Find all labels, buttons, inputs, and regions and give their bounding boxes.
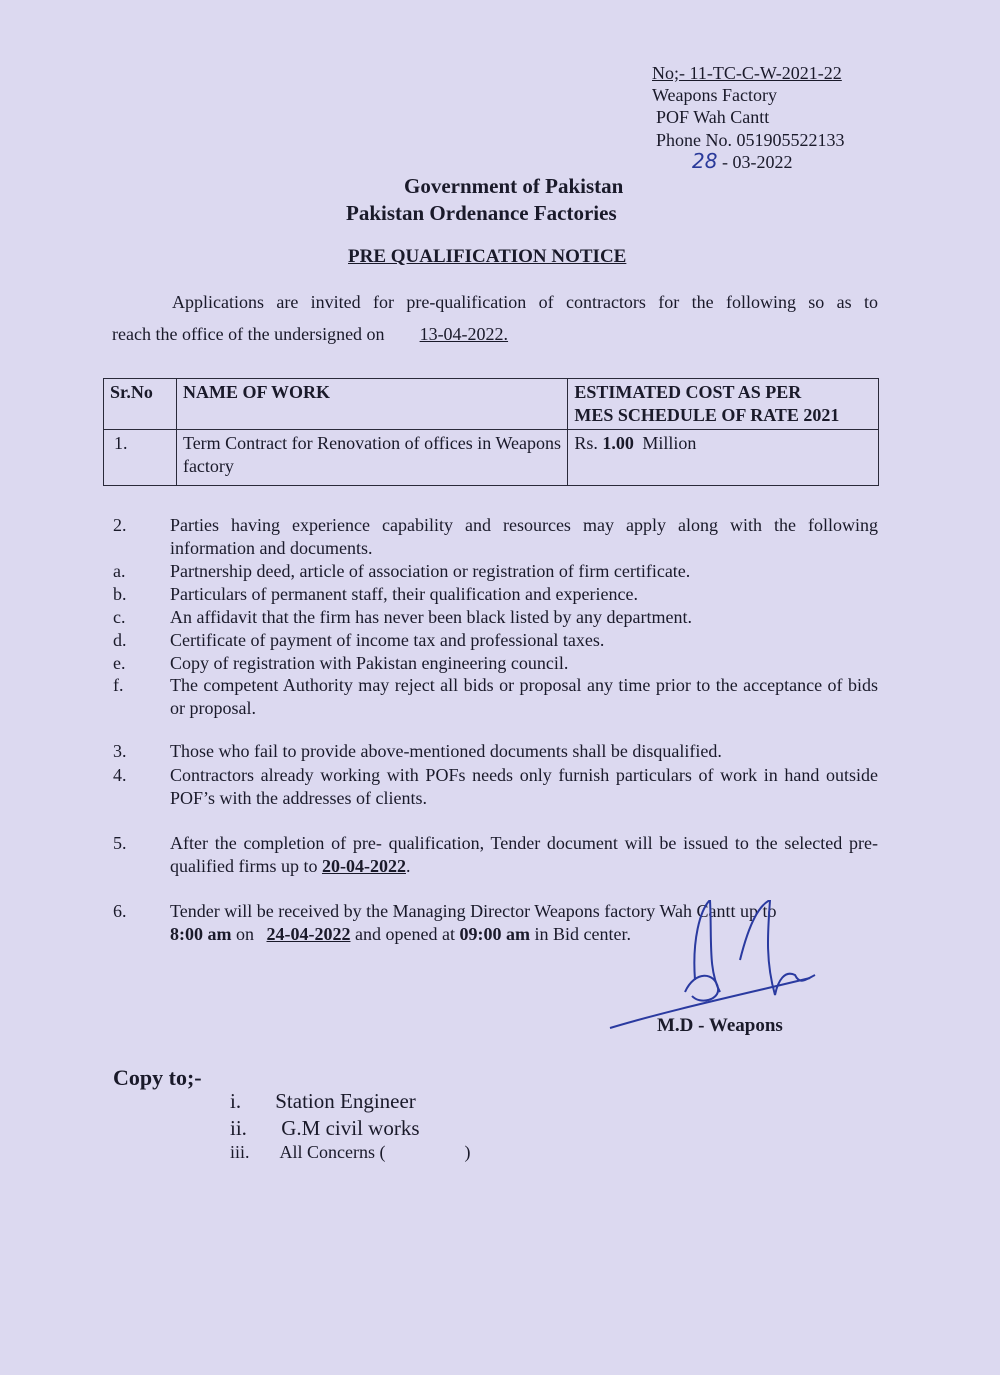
letter-date-day: 28 [692,149,718,173]
copy-item: i. Station Engineer [230,1089,416,1113]
copy-to-label: Copy to;- [113,1065,202,1090]
signatory-designation: M.D - Weapons [657,1015,783,1036]
phone-number: Phone No. 051905522133 [656,130,845,150]
cost-amount: 1.00 [602,433,634,453]
table-row [104,430,879,486]
letter-date-rest: - 03-2022 [721,152,793,172]
cost-prefix: Rs. [574,433,598,453]
copy-item: iii. All Concerns ( ) [230,1142,471,1162]
row-estimated-cost [568,430,879,486]
letter-date [692,150,792,173]
works-table [103,378,879,486]
table-header-row [104,379,879,430]
row-name-of-work: Term Contract for Renovation of offices in Weapons factory [176,430,567,486]
item6-text-1: Tender will be received by the Managing Director Weapons factory Wah Cantt up to [170,901,777,921]
prequalification-date: 20-04-2022 [321,856,406,876]
column-header-cost-line2: MES SCHEDULE OF RATE 2021 [574,405,840,425]
item6-text-2: and opened at [355,924,455,944]
intro-line-2 [112,324,508,345]
tender-date: 24-04-2022 [266,924,351,944]
item6-text-3: in Bid center. [534,924,631,944]
intro-line-2-text: reach the office of the undersigned on [112,324,385,344]
column-header-cost-line1: ESTIMATED COST AS PER [574,382,802,402]
column-header-name: NAME OF WORK [176,379,567,430]
factory-name: Weapons Factory [652,85,778,105]
cost-unit: Million [642,433,697,453]
row-sr: 1. [104,430,177,486]
tender-receive-time: 8:00 am [170,924,232,944]
item5-text: After the completion of pre- qualification, Tender document will be issued to the selected pre-qualified firms up to [170,833,878,876]
copy-item: ii. G.M civil works [230,1116,420,1140]
intro-deadline-date: 13-04-2022. [419,324,509,344]
reference-number: No;- 11-TC-C-W-2021-22 [652,63,842,83]
tender-open-time: 09:00 am [459,924,530,944]
government-title: Government of Pakistan [404,174,624,198]
notice-title: PRE QUALIFICATION NOTICE [348,246,627,267]
factory-location: POF Wah Cantt [656,107,770,127]
column-header-sr: Sr.No [104,379,177,430]
organization-title: Pakistan Ordenance Factories [346,201,617,225]
intro-line-1: Applications are invited for pre-qualification of contractors for the following so as to [172,292,878,312]
column-header-cost [568,379,879,430]
item6-on: on [236,924,254,944]
